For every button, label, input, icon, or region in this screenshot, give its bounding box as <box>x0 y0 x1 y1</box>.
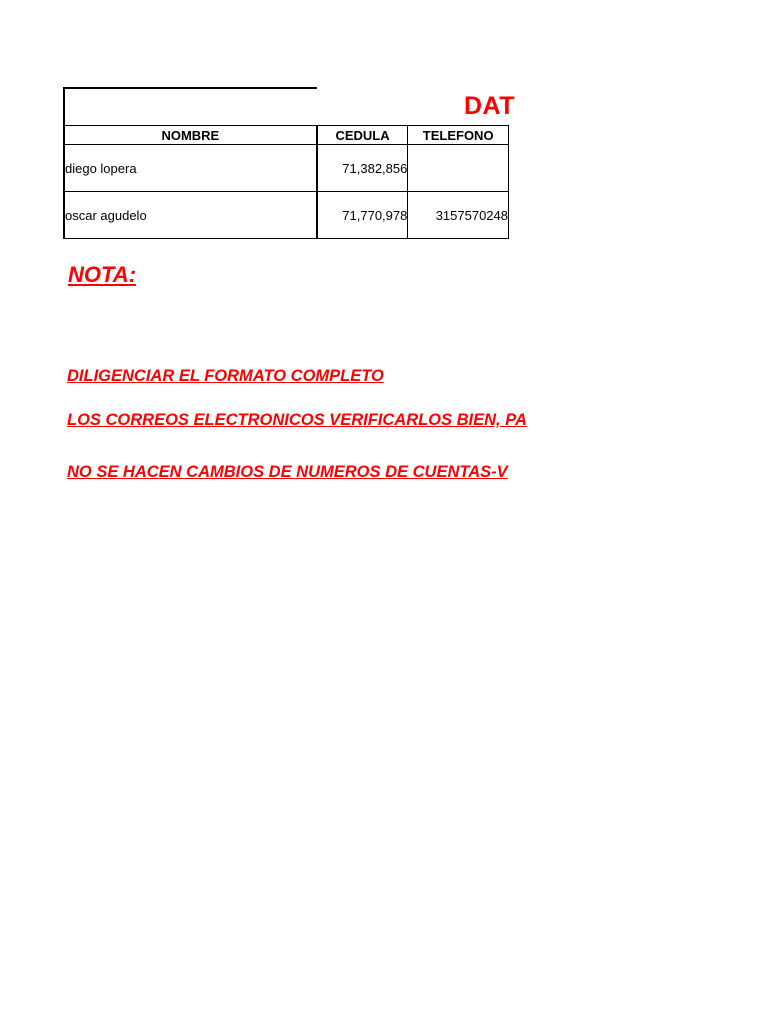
cell-telefono[interactable]: 3157570248 <box>408 192 509 239</box>
header-nombre: NOMBRE <box>64 126 317 145</box>
table-header-row <box>64 126 509 145</box>
cell-telefono[interactable] <box>408 145 509 192</box>
note-line-no-account-changes: NO SE HACEN CAMBIOS DE NUMEROS DE CUENTAS-V <box>67 463 508 481</box>
cell-nombre[interactable]: diego lopera <box>64 145 317 192</box>
table-row <box>64 192 509 239</box>
contacts-table <box>63 125 509 239</box>
header-telefono: TELEFONO <box>408 126 509 145</box>
table-row <box>64 145 509 192</box>
note-line-verify-emails: LOS CORREOS ELECTRONICOS VERIFICARLOS BIEN, PA <box>67 411 527 429</box>
cell-cedula[interactable]: 71,770,978 <box>317 192 408 239</box>
nota-label: NOTA: <box>68 262 137 287</box>
note-line-complete-form: DILIGENCIAR EL FORMATO COMPLETO <box>67 367 384 385</box>
sheet-title: DAT <box>464 92 516 120</box>
cell-cedula[interactable]: 71,382,856 <box>317 145 408 192</box>
title-cell-border <box>63 87 317 125</box>
cell-nombre[interactable]: oscar agudelo <box>64 192 317 239</box>
header-cedula: CEDULA <box>317 126 408 145</box>
